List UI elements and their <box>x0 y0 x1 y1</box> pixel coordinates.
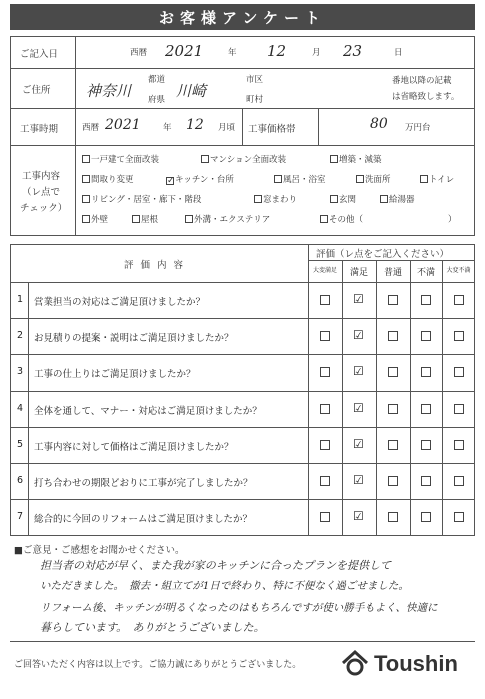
rating-checkbox[interactable] <box>388 331 398 341</box>
rating-checkbox[interactable] <box>388 367 398 377</box>
contents-option[interactable] <box>380 193 415 205</box>
rating-checkbox[interactable] <box>454 367 464 377</box>
entry-date-month[interactable]: 12 <box>267 42 287 60</box>
footer-note: ご回答いただく内容は以上です。ご協力誠にありがとうございました。 <box>14 660 302 670</box>
rating-checkbox[interactable] <box>320 476 330 486</box>
eval-header-item: 評 価 内 容 <box>124 260 186 271</box>
rating-checkbox[interactable] <box>320 331 330 341</box>
eval-row-divider <box>10 282 475 283</box>
contents-option-label: リビング・居室・廊下・階段 <box>91 195 202 205</box>
rating-checkbox[interactable] <box>320 295 330 305</box>
checkbox-icon[interactable] <box>274 175 282 183</box>
brand-name: Toushin <box>374 651 458 676</box>
entry-date-era: 西暦 <box>130 48 148 58</box>
rating-checkbox[interactable] <box>320 367 330 377</box>
contents-option-label: 外壁 <box>91 215 109 225</box>
eval-row-divider <box>10 463 475 464</box>
contents-option[interactable] <box>82 153 159 165</box>
checkbox-icon[interactable] <box>82 215 90 223</box>
checked-checkbox-icon[interactable]: ☑ <box>353 364 364 379</box>
scale-label: 普通 <box>383 268 402 278</box>
question-number: 1 <box>16 294 24 305</box>
construction-year-unit: 年 <box>163 123 172 133</box>
question-number: 3 <box>16 366 24 378</box>
construction-month-unit: 月頃 <box>218 123 236 133</box>
contents-option[interactable] <box>132 213 158 225</box>
checkbox-icon[interactable] <box>82 195 90 203</box>
contents-option[interactable] <box>448 213 457 225</box>
rating-checkbox[interactable] <box>421 295 431 305</box>
address-chouson: 町村 <box>246 95 264 105</box>
entry-date-year[interactable]: 2021 <box>165 42 204 60</box>
rating-checkbox[interactable] <box>388 512 398 522</box>
checkbox-icon[interactable] <box>320 215 328 223</box>
checkbox-icon[interactable] <box>82 175 90 183</box>
checkbox-icon[interactable] <box>330 195 338 203</box>
contents-label-1: 工事内容 <box>22 171 61 182</box>
comment-line-3[interactable]: リフォーム後、キッチンが明るくなったのはもちろんですが使い勝手もよく、快適に <box>40 602 438 614</box>
rating-checkbox[interactable] <box>421 440 431 450</box>
question-text: お見積りの提案・説明はご満足頂けましたか？ <box>34 333 234 345</box>
house-logo-icon <box>340 648 370 678</box>
checkbox-icon[interactable] <box>330 155 338 163</box>
address-city[interactable]: 川崎 <box>176 82 207 100</box>
checkbox-icon[interactable]: ✓ <box>167 176 175 186</box>
checkbox-icon[interactable] <box>254 195 262 203</box>
address-todo: 都道 <box>148 75 166 85</box>
checkbox-icon[interactable] <box>420 175 428 183</box>
comment-line-2[interactable]: いただきました。 撤去・組立てが1日で終わり、特に不便なく過ごせました。 <box>40 580 409 592</box>
contents-option[interactable] <box>82 173 134 185</box>
contents-option-label: 増築・減築 <box>339 155 382 165</box>
checked-checkbox-icon[interactable]: ☑ <box>353 400 364 415</box>
entry-date-day[interactable]: 23 <box>343 42 363 60</box>
contents-option[interactable] <box>320 213 363 225</box>
survey-title: お客様アンケート <box>10 4 475 30</box>
contents-option-label: キッチン・台所 <box>175 175 234 185</box>
contents-option-label: 給湯器 <box>389 195 415 205</box>
rating-checkbox[interactable] <box>421 331 431 341</box>
rating-checkbox[interactable] <box>388 295 398 305</box>
question-number: 4 <box>16 402 24 414</box>
eval-row-divider <box>10 318 475 319</box>
scale-label: 大変不満 <box>446 267 471 274</box>
contents-label-2: （レ点で <box>22 187 61 198</box>
contents-option-label: 窓まわり <box>263 195 298 205</box>
question-number: 5 <box>16 438 24 450</box>
checked-checkbox-icon[interactable]: ☑ <box>353 473 364 487</box>
entry-date-day-unit: 日 <box>394 48 403 58</box>
rating-checkbox[interactable] <box>421 512 431 522</box>
rating-checkbox[interactable] <box>421 476 431 486</box>
scale-label: 不満 <box>416 268 435 278</box>
comments-label: ■ご意見・ご感想をお聞かせください。 <box>14 545 185 556</box>
checked-checkbox-icon[interactable]: ☑ <box>353 509 364 524</box>
checked-checkbox-icon[interactable]: ☑ <box>353 292 364 306</box>
checked-checkbox-icon[interactable]: ☑ <box>353 436 364 451</box>
construction-year[interactable]: 2021 <box>105 117 141 133</box>
question-text: 全体を通して、マナー・対応はご満足頂けましたか？ <box>34 405 262 417</box>
checkbox-icon[interactable] <box>356 175 364 183</box>
contents-option-label: 風呂・浴室 <box>283 175 326 185</box>
address-note-line1: 番地以降の記載 <box>392 76 452 86</box>
contents-option-label: マンション全面改装 <box>210 155 287 165</box>
contents-option[interactable] <box>201 153 286 165</box>
checkbox-icon[interactable] <box>380 195 388 203</box>
contents-option-label: その他（ <box>329 215 364 225</box>
rating-checkbox[interactable] <box>421 404 431 414</box>
rating-checkbox[interactable] <box>421 367 431 377</box>
rating-checkbox[interactable] <box>454 331 464 341</box>
question-number: 2 <box>16 330 24 342</box>
rating-checkbox[interactable] <box>454 440 464 450</box>
question-text: 営業担当の対応はご満足頂けましたか？ <box>34 297 206 308</box>
contents-option-label: 玄関 <box>339 195 357 205</box>
contents-option[interactable] <box>420 173 454 185</box>
construction-era: 西暦 <box>82 123 100 133</box>
contents-option-label: 一戸建て全面改装 <box>91 155 160 165</box>
rating-checkbox[interactable] <box>320 512 330 522</box>
contents-option-label: 外溝・エクステリア <box>194 215 271 225</box>
comment-line-4[interactable]: 暮らしています。 ありがとうございました。 <box>40 621 265 634</box>
eval-col-divider <box>376 260 377 536</box>
rating-checkbox[interactable] <box>320 404 330 414</box>
contents-option-label: 洗面所 <box>365 175 391 185</box>
rating-checkbox[interactable] <box>388 404 398 414</box>
address-prefecture[interactable]: 神奈川 <box>86 82 132 100</box>
question-text: 総合的に今回のリフォームはご満足頂けましたか？ <box>34 514 253 526</box>
checkbox-icon[interactable] <box>201 155 209 163</box>
checked-checkbox-icon[interactable]: ☑ <box>353 328 364 343</box>
contents-option-label: トイレ <box>429 175 455 185</box>
contents-option[interactable] <box>356 173 391 185</box>
price-range-label: 工事価格帯 <box>248 124 296 135</box>
contents-option-label: 間取り変更 <box>91 175 134 185</box>
price-range-value[interactable]: 80 <box>370 116 388 132</box>
checkbox-icon[interactable] <box>82 155 90 163</box>
question-number: 7 <box>16 511 24 523</box>
question-text: 工事の仕上りはご満足頂けましたか？ <box>34 369 196 381</box>
contents-option[interactable] <box>254 193 297 205</box>
contents-option[interactable] <box>185 213 270 225</box>
entry-date-year-unit: 年 <box>228 48 237 58</box>
question-text: 打ち合わせの期限どおりに工事が完了しましたか？ <box>34 478 253 489</box>
eval-row-divider <box>10 354 475 355</box>
eval-header-divider <box>308 260 475 261</box>
contents-option[interactable] <box>166 173 234 185</box>
scale-label: 大変満足 <box>312 267 337 274</box>
rating-checkbox[interactable] <box>388 476 398 486</box>
entry-date-label: ご記入日 <box>20 49 59 60</box>
question-number: 6 <box>16 475 24 486</box>
scale-label: 満足 <box>349 268 368 278</box>
contents-option-label: 屋根 <box>141 215 159 225</box>
contents-option-label: ） <box>448 215 457 225</box>
eval-header-rating: 評価（レ点をご記入ください） <box>316 249 450 260</box>
question-text: 工事内容に対して価格はご満足頂けましたか？ <box>34 441 234 453</box>
address-shiku: 市区 <box>246 75 264 85</box>
rating-checkbox[interactable] <box>454 512 464 522</box>
address-label: ご住所 <box>22 85 51 96</box>
eval-col-divider <box>442 260 443 536</box>
checkbox-icon[interactable] <box>185 215 193 223</box>
rating-checkbox[interactable] <box>454 476 464 486</box>
rating-checkbox[interactable] <box>388 440 398 450</box>
contents-option[interactable] <box>82 213 108 225</box>
construction-period-label: 工事時期 <box>20 124 59 135</box>
comment-line-1[interactable]: 担当者の対応が早く、また我が家のキッチンに合ったプランを提供して <box>40 559 392 572</box>
rating-checkbox[interactable] <box>320 440 330 450</box>
contents-option[interactable] <box>274 173 326 185</box>
checkbox-icon[interactable] <box>132 215 140 223</box>
address-note-line2: は省略致します。 <box>392 92 460 102</box>
eval-row-divider <box>10 499 475 500</box>
contents-option[interactable] <box>82 193 201 205</box>
address-fuken: 府県 <box>148 95 166 105</box>
entry-date-month-unit: 月 <box>312 48 321 58</box>
contents-option[interactable] <box>330 193 356 205</box>
eval-col-divider <box>342 260 343 536</box>
eval-row-divider <box>10 391 475 392</box>
eval-row-divider <box>10 427 475 428</box>
price-range-unit: 万円台 <box>405 123 431 133</box>
rating-checkbox[interactable] <box>454 404 464 414</box>
eval-col-divider <box>410 260 411 536</box>
contents-label-3: チェック） <box>20 203 68 214</box>
rating-checkbox[interactable] <box>454 295 464 305</box>
contents-option[interactable] <box>330 153 382 165</box>
construction-month[interactable]: 12 <box>186 117 204 133</box>
